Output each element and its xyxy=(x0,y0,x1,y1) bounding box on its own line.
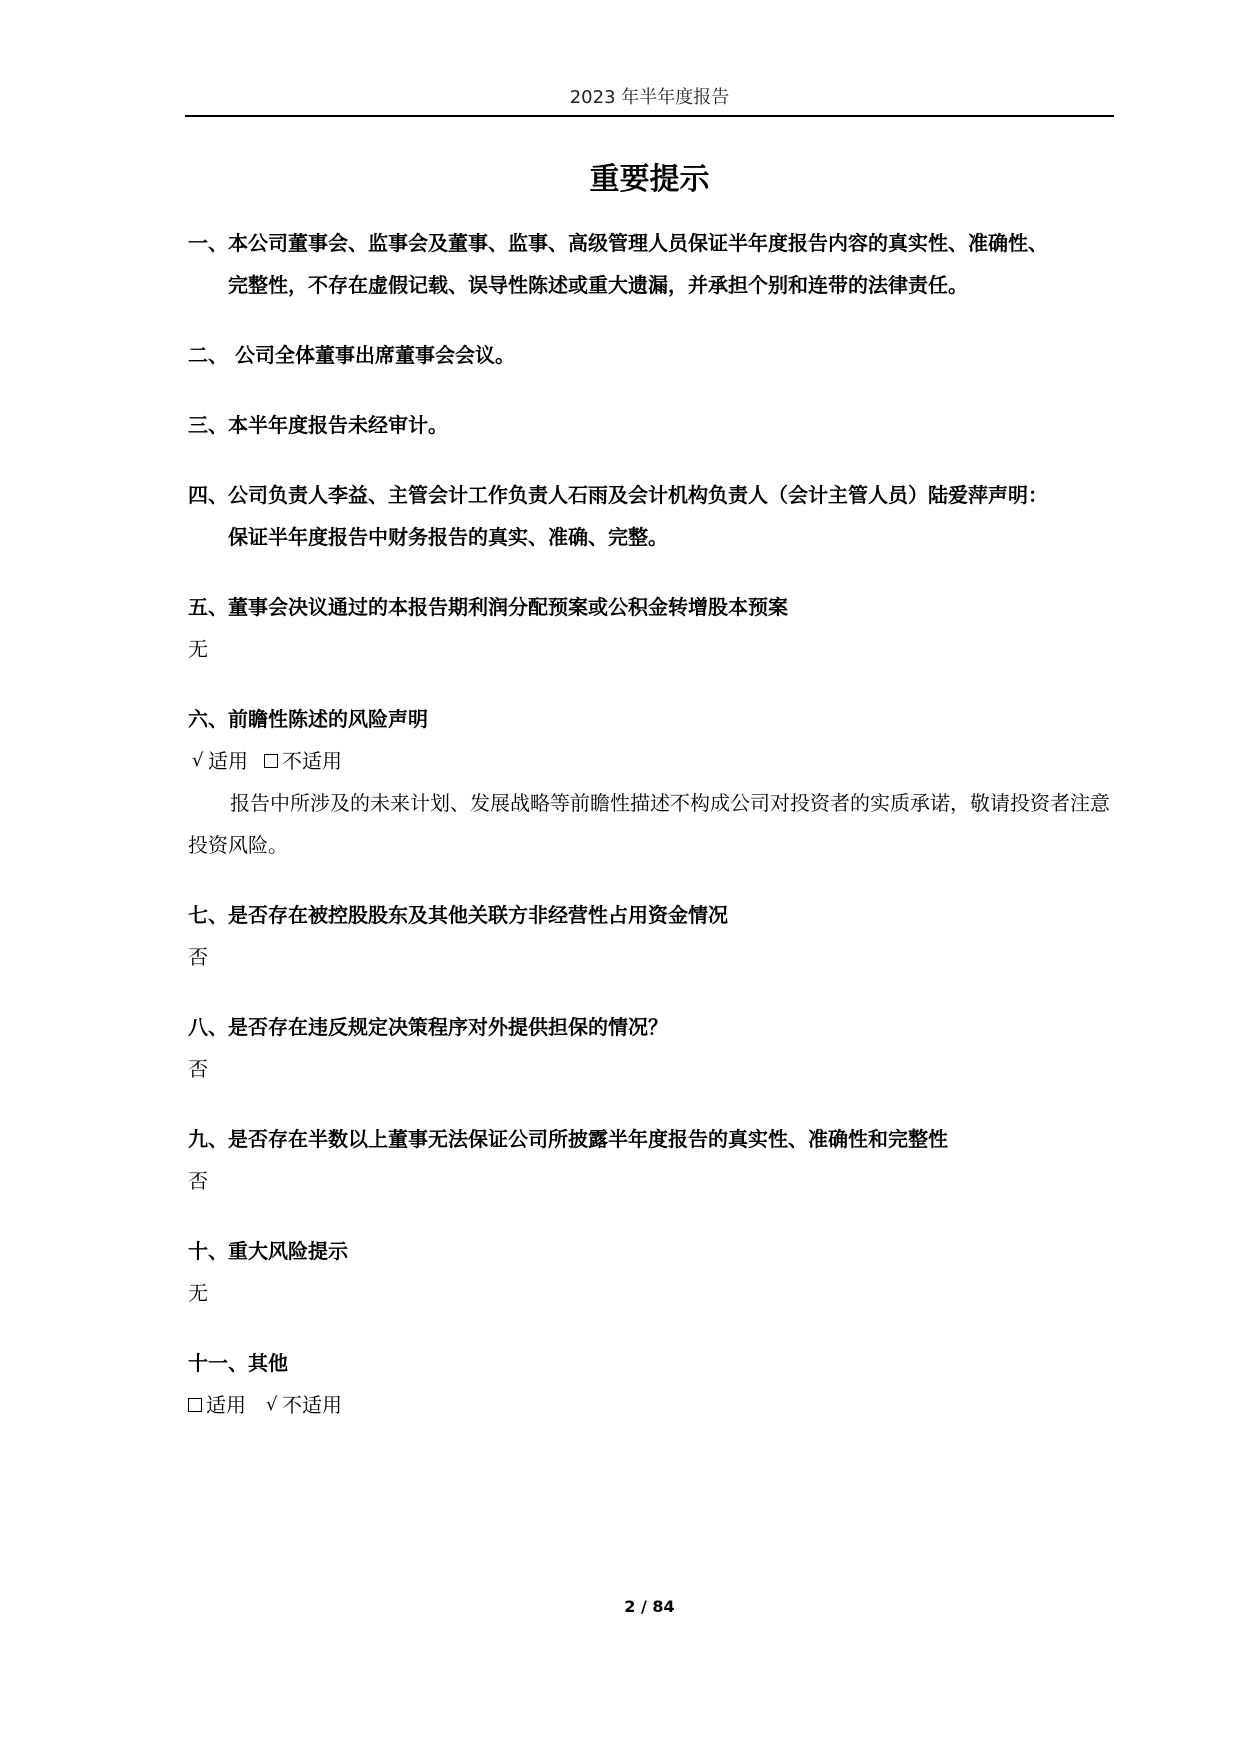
item-4 xyxy=(188,474,1114,558)
item-heading: 一、本公司董事会、监事会及董事、监事、高级管理人员保证半年度报告内容的真实性、准确性、 xyxy=(188,231,1048,255)
option-applicable xyxy=(188,1384,246,1426)
item-heading: 六、前瞻性陈述的风险声明 xyxy=(188,707,428,731)
item-5 xyxy=(188,586,1114,670)
item-heading: 九、是否存在半数以上董事无法保证公司所披露半年度报告的真实性、准确性和完整性 xyxy=(188,1127,948,1151)
item-heading: 十一、其他 xyxy=(188,1351,288,1375)
item-answer: 否 xyxy=(188,945,208,969)
item-paragraph: 报告中所涉及的未来计划、发展战略等前瞻性描述不构成公司对投资者的实质承诺，敬请投资者注意投资风险。 xyxy=(188,791,1110,857)
item-11 xyxy=(188,1342,1114,1426)
option-not-applicable xyxy=(262,1384,342,1426)
item-answer: 无 xyxy=(188,637,208,661)
item-10 xyxy=(188,1230,1114,1314)
option-label: 不适用 xyxy=(282,1393,342,1417)
page-title: 重要提示 xyxy=(589,162,710,197)
option-label: 适用 xyxy=(206,1393,246,1417)
header-divider xyxy=(185,115,1114,117)
item-9 xyxy=(188,1118,1114,1202)
applicability-options xyxy=(188,1384,1114,1426)
item-heading: 三、本半年度报告未经审计。 xyxy=(188,413,448,437)
checkmark-icon: √ xyxy=(192,750,204,771)
item-heading: 四、公司负责人李益、主管会计工作负责人石雨及会计机构负责人（会计主管人员）陆爱萍声明： xyxy=(188,483,1048,507)
item-answer: 无 xyxy=(188,1281,208,1305)
document-body xyxy=(188,222,1114,1426)
item-1 xyxy=(188,222,1114,306)
item-heading: 八、是否存在违反规定决策程序对外提供担保的情况？ xyxy=(188,1015,668,1039)
option-applicable xyxy=(188,740,248,782)
item-heading-continued: 完整性，不存在虚假记载、误导性陈述或重大遗漏，并承担个别和连带的法律责任。 xyxy=(228,273,968,297)
item-heading-continued: 保证半年度报告中财务报告的真实、准确、完整。 xyxy=(228,525,668,549)
page-number: 2 / 84 xyxy=(624,1597,675,1616)
page-header: 2023 年半年度报告 xyxy=(569,87,730,108)
item-answer: 否 xyxy=(188,1057,208,1081)
item-7 xyxy=(188,894,1114,978)
item-heading: 十、重大风险提示 xyxy=(188,1239,348,1263)
option-label: 不适用 xyxy=(282,749,342,773)
empty-checkbox-icon xyxy=(188,1398,202,1412)
item-8 xyxy=(188,1006,1114,1090)
checkmark-icon: √ xyxy=(266,1394,278,1415)
option-not-applicable xyxy=(264,740,342,782)
empty-checkbox-icon xyxy=(264,754,278,768)
item-heading: 五、董事会决议通过的本报告期利润分配预案或公积金转增股本预案 xyxy=(188,595,788,619)
item-2 xyxy=(188,334,1114,376)
applicability-options xyxy=(188,740,1114,782)
item-answer: 否 xyxy=(188,1169,208,1193)
item-6 xyxy=(188,698,1114,866)
item-3 xyxy=(188,404,1114,446)
item-heading: 七、是否存在被控股股东及其他关联方非经营性占用资金情况 xyxy=(188,903,728,927)
option-label: 适用 xyxy=(208,749,248,773)
item-heading: 二、 公司全体董事出席董事会会议。 xyxy=(188,343,515,367)
